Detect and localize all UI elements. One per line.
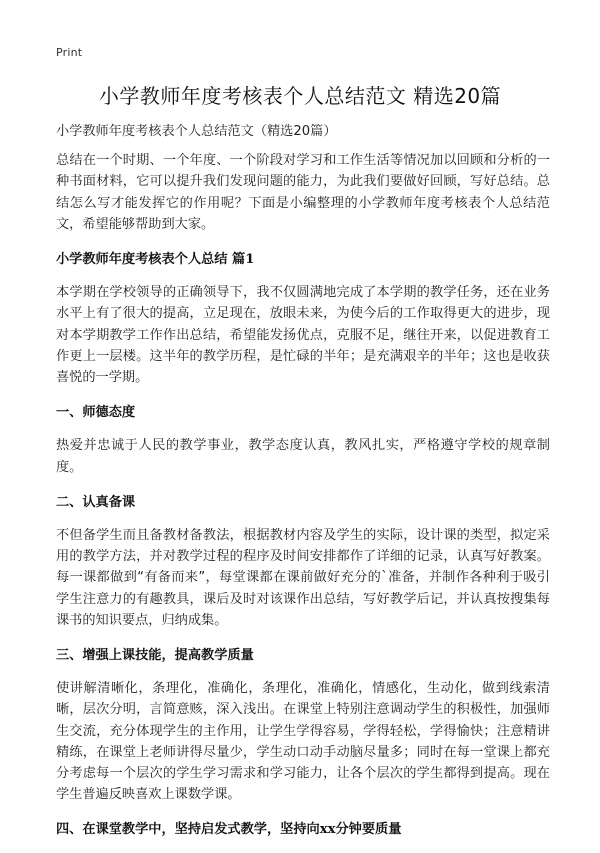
heading-teaching-skills: 三、增强上课技能，提高教学质量 [56, 648, 254, 664]
section-title: 小学教师年度考核表个人总结 篇1 [56, 252, 255, 268]
heading-ethics: 一、师德态度 [56, 405, 136, 421]
ethics-paragraph: 热爱并忠诚于人民的教学事业，教学态度认真，教风扎实，严格遵守学校的规章制度。 [56, 438, 550, 475]
heading-classroom-teaching: 四、在课堂教学中，坚持启发式教学，坚持向xx分钟要质量 [56, 822, 402, 838]
lesson-prep-paragraph: 不但备学生而且备教材备教法，根据教材内容及学生的实际，设计课的类型，拟定采用的教学方法，并对教学过程的程序及时间安排都作了详细的记录，认真写好教案。每一课都做到“有备而来”，每堂课都在课前做好充分的`准备，并制作各种利于吸引学生注意力的有趣教具，课后及时对该课作出总结，写好教学后记，并认真按搜集每课书的知识要点，归纳成集。 [56, 528, 550, 628]
section-intro-paragraph: 本学期在学校领导的正确领导下，我不仅圆满地完成了本学期的教学任务，还在业务水平上有了很大的提高，立足现在，放眼未来，为使今后的工作取得更大的进步，现对本学期教学工作作出总结，希望能发扬优点，克服不足，继往开来，以促进教育工作更上一层楼。这半年的教学历程，是忙碌的半年；是充满艰辛的半年；这也是收获喜悦的一学期。 [56, 285, 550, 386]
teaching-skills-paragraph: 使讲解清晰化，条理化，准确化，条理化，准确化，情感化，生动化，做到线索清晰，层次分明，言简意赅，深入浅出。在课堂上特别注意调动学生的积极性，加强师生交流，充分体现学生的主作用，让学生学得容易，学得轻松，学得愉快；注意精讲精练，在课堂上老师讲得尽量少，学生动口动手动脑尽量多；同时在每一堂课上都充分考虑每一个层次的学生学习需求和学习能力，让各个层次的学生都得到提高。现在学生普遍反映喜欢上课数学课。 [56, 681, 550, 803]
document-subtitle: 小学教师年度考核表个人总结范文（精选20篇） [56, 124, 337, 139]
document-body [56, 121, 550, 853]
page-title: 小学教师年度考核表个人总结范文 精选20篇 [98, 84, 502, 108]
heading-lesson-prep: 二、认真备课 [56, 494, 136, 510]
print-label: Print [56, 46, 83, 59]
intro-paragraph: 总结在一个时期、一个年度、一个阶段对学习和工作生活等情况加以回顾和分析的一种书面材料，它可以提升我们发现问题的能力，为此我们要做好回顾，写好总结。总结怎么写才能发挥它的作用呢？下面是小编整理的小学教师年度考核表个人总结范文，希望能够帮助到大家。 [56, 153, 550, 232]
